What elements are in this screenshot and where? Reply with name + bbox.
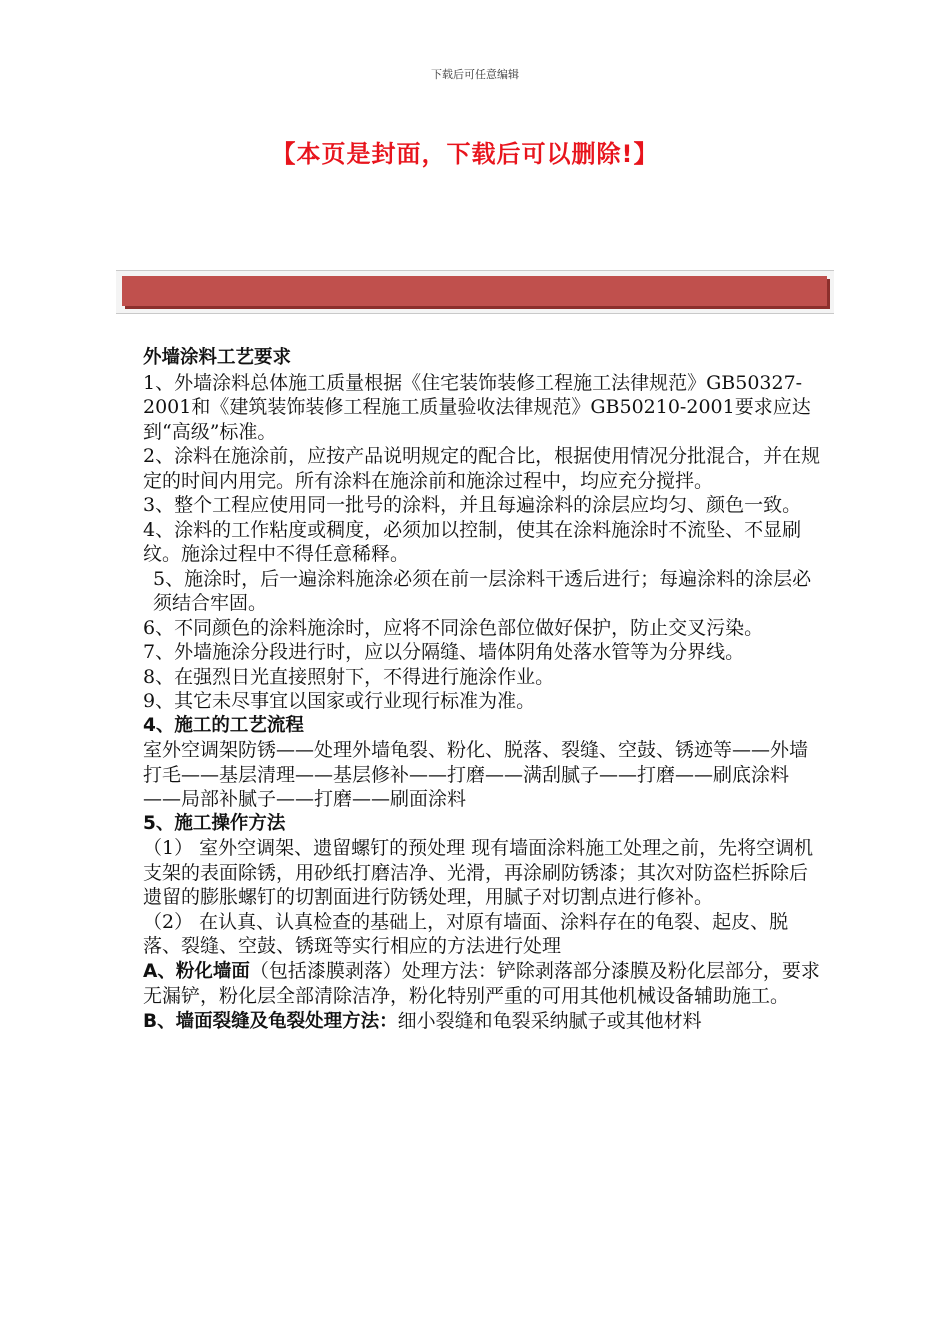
requirement-item: 6、不同颜色的涂料施涂时，应将不同涂色部位做好保护，防止交叉污染。: [143, 616, 764, 639]
method-b: [143, 1009, 823, 1035]
requirement-item: 3、整个工程应使用同一批号的涂料，并且每遍涂料的涂层应均匀、颜色一致。: [143, 494, 802, 516]
requirement-item: 4、涂料的工作粘度或稠度，必须加以控制，使其在涂料施涂时不流坠、不显刷纹。施涂过程中不得任意稀释。: [143, 518, 802, 565]
requirement-item: 7、外墙施涂分段进行时，应以分隔缝、墙体阴角处落水管等为分界线。: [143, 641, 745, 663]
method-item: （2） 在认真、认真检查的基础上，对原有墙面、涂料存在的龟裂、起皮、脱落、裂缝、空鼓、锈斑等实行相应的方法进行处理: [143, 910, 789, 957]
requirement-item: 1、外墙涂料总体施工质量根据《住宅装饰装修工程施工法律规范》GB50327-2001和《建筑装饰装修工程施工质量验收法律规范》GB50210-2001要求应达到“高级”标准。: [143, 371, 811, 443]
requirement-item: 5、施涂时，后一遍涂料施涂必须在前一层涂料干透后进行；每遍涂料的涂层必须结合牢固。: [153, 567, 812, 614]
method-item: （1） 室外空调架、遗留螺钉的预处理 现有墙面涂料施工处理之前，先将空调机支架的表面除锈，用砂纸打磨洁净、光滑，再涂刷防锈漆；其次对防盗栏拆除后遗留的膨胀螺钉的切割面进行防锈处理，用腻子对切割点进行修补。: [143, 837, 814, 908]
method-b-label: B、墙面裂缝及龟裂处理方法：: [143, 1010, 398, 1032]
section-heading: 4、施工的工艺流程: [143, 714, 304, 736]
requirement-item: 9、其它未尽事宜以国家或行业现行标准为准。: [143, 690, 536, 712]
process-flow: 室外空调架防锈——处理外墙龟裂、粉化、脱落、裂缝、空鼓、锈迹等——外墙打毛——基层清理——基层修补——打磨——满刮腻子——打磨——刷底涂料——局部补腻子——打磨——刷面涂料: [143, 739, 809, 810]
doc-title: 外墙涂料工艺要求: [143, 347, 292, 368]
method-b-text: 细小裂缝和龟裂采纳腻子或其他材料: [397, 1009, 702, 1032]
method-a-text: （包括漆膜剥落）处理方法：铲除剥落部分漆膜及粉化层部分，要求无漏铲，粉化层全部清除洁净，粉化特别严重的可用其他机械设备辅助施工。: [143, 959, 820, 1007]
section-heading: 5、施工操作方法: [143, 812, 286, 834]
document-body: [143, 346, 823, 1034]
method-a: [143, 959, 823, 1009]
decorative-banner: [122, 276, 827, 306]
requirement-item: 8、在强烈日光直接照射下，不得进行施涂作业。: [143, 665, 555, 688]
header-note: 下载后可任意编辑: [431, 68, 519, 81]
cover-notice: 【本页是封面，下载后可以删除!】: [271, 140, 659, 168]
requirement-item: 2、涂料在施涂前，应按产品说明规定的配合比，根据使用情况分批混合，并在规定的时间内用完。所有涂料在施涂前和施涂过程中，均应充分搅拌。: [143, 445, 821, 492]
method-a-label: A、粉化墙面: [143, 960, 250, 982]
